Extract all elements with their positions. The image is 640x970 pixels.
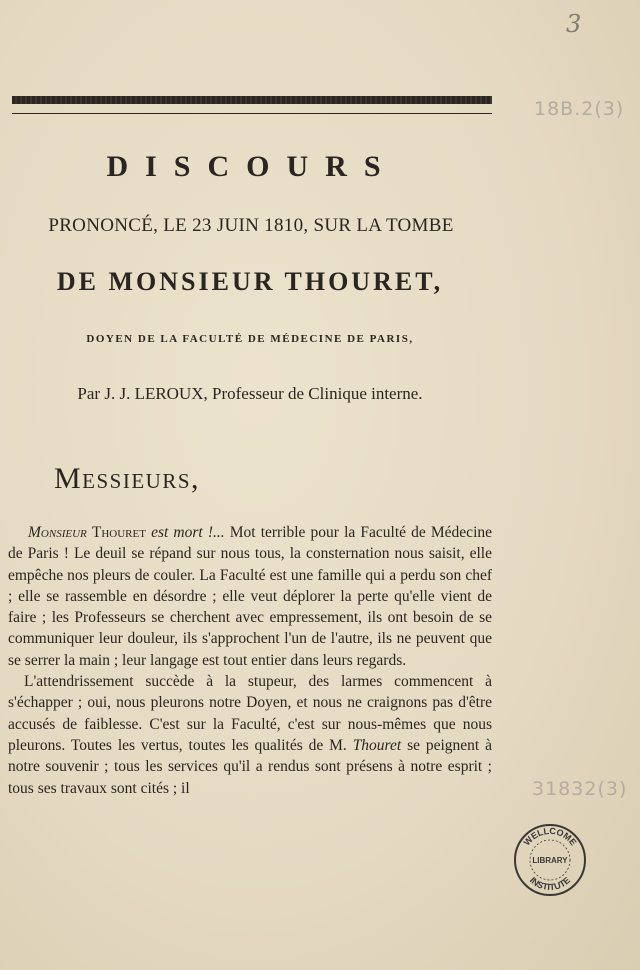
call-number-annotation-top: 18B.2(3) [534, 98, 625, 120]
paragraph-2-text-end: se peignent à notre souvenir ; tous les services qu'il a rendus sont présens à notre esprit ; tous ses travaux sont cités ; il [8, 736, 492, 797]
subtitle-date-line: PRONONCÉ, LE 23 JUIN 1810, SUR LA TOMBE [48, 215, 454, 236]
stamp-bottom-text: INSTITUTE [527, 874, 573, 893]
page-number-annotation: 3 [566, 10, 582, 38]
lead-phrase: est mort !... [151, 524, 225, 541]
author-byline: Par J. J. LEROUX, Professeur de Clinique interne. [77, 384, 423, 403]
thin-rule [12, 113, 492, 114]
stamp-top-text: WELLCOME [521, 825, 579, 848]
salutation: Messieurs, [54, 462, 201, 495]
library-stamp [512, 822, 588, 898]
paragraph-2-name: Thouret [352, 736, 402, 754]
document-title: DISCOURS [106, 150, 398, 183]
call-number-annotation-bottom: 31832(3) [532, 778, 628, 800]
ornamental-rule [12, 96, 492, 104]
paragraph-2 [8, 671, 492, 799]
subtitle-title-line: DOYEN DE LA FACULTÉ DE MÉDECINE DE PARIS, [86, 333, 414, 345]
lead-surname: Thouret [91, 524, 146, 541]
stamp-middle-text: LIBRARY [532, 856, 568, 865]
lead-name: Monsieur [28, 524, 87, 541]
paragraph-1 [8, 522, 492, 671]
subtitle-name-line: DE MONSIEUR THOURET, [56, 267, 444, 296]
body-text [8, 522, 492, 799]
paragraph-1-text: Mot terrible pour la Faculté de Médecine de Paris ! Le deuil se répand sur nous tous, la consternation nous saisit, elle empêche nos pleurs de couler. La Faculté est une famille qui a perdu son chef ; elle se rassemble en désordre ; elle veut déplorer la perte qu'elle vient de faire ; les Professeurs se cherchent avec empressement, ils ont besoin de se communiquer leur douleur, ils s'approchent l'un de l'autre, ils ne peuvent que se serrer la main ; leur langage est tout entier dans leurs regards. [8, 524, 493, 669]
paragraph-2-text-start: L'attendrissement succède à la stupeur, des larmes commencent à s'échapper ; oui, nous pleurons notre Doyen, et nous ne craignons pas d'être accusés de faiblesse. C'est sur la Faculté, c'est sur nous-mêmes que nous pleurons. Toutes les vertus, toutes les qualités de M. [8, 673, 492, 754]
